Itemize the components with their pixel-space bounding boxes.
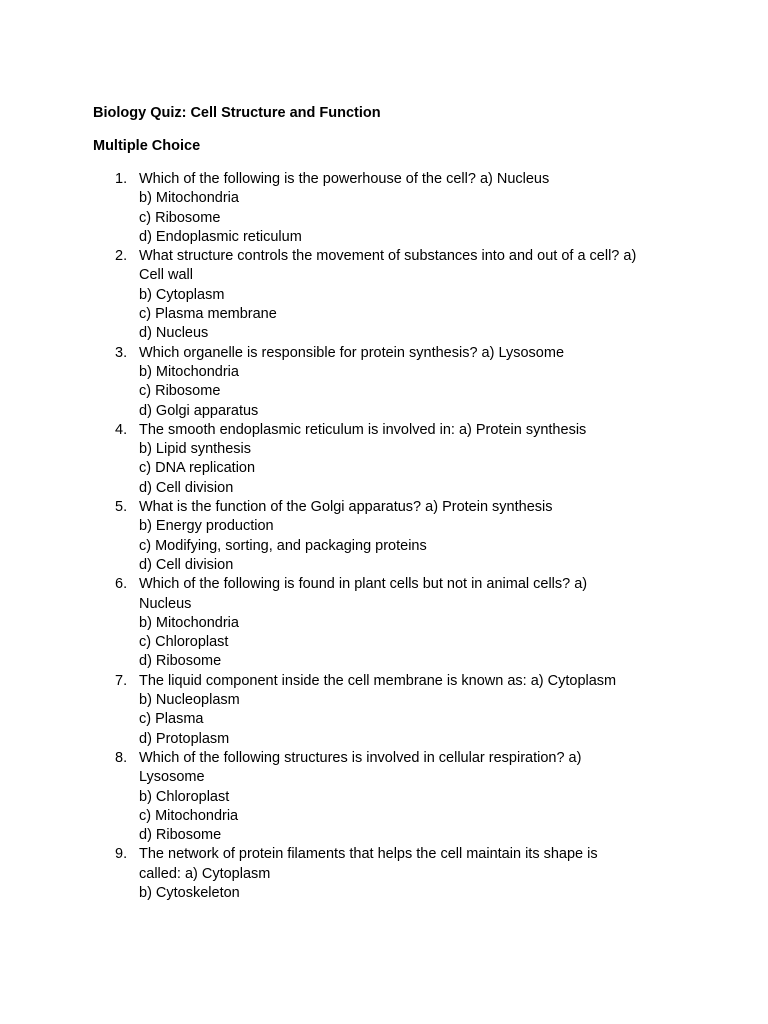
answer-option: d) Ribosome (139, 653, 222, 670)
answer-option: c) DNA replication (139, 460, 256, 477)
question-text: Which organelle is responsible for protein synthesis? a) Lysosome (139, 344, 565, 361)
question-number: 8. (115, 749, 128, 766)
section-title: Multiple Choice (93, 138, 201, 154)
document-title: Biology Quiz: Cell Structure and Function (93, 105, 381, 121)
answer-option: c) Chloroplast (139, 634, 229, 651)
answer-option: c) Mitochondria (139, 807, 239, 824)
answer-option: d) Cell division (139, 479, 234, 496)
question-text: Which of the following is found in plant cells but not in animal cells? a) (139, 576, 588, 593)
answer-option: b) Mitochondria (139, 614, 239, 631)
answer-option: b) Mitochondria (139, 363, 239, 380)
question-item (0, 749, 679, 845)
answer-option: c) Ribosome (139, 383, 221, 400)
answer-option: b) Lipid synthesis (139, 441, 252, 458)
question-text: Cell wall (139, 267, 193, 284)
question-list (0, 170, 679, 903)
answer-option: b) Energy production (139, 518, 274, 535)
question-text: What structure controls the movement of substances into and out of a cell? a) (139, 248, 637, 265)
question-text: The liquid component inside the cell membrane is known as: a) Cytoplasm (139, 672, 617, 689)
question-number: 4. (115, 421, 128, 438)
question-text: Nucleus (139, 595, 192, 612)
answer-option: d) Endoplasmic reticulum (139, 228, 302, 245)
question-text: The network of protein filaments that helps the cell maintain its shape is (139, 846, 598, 863)
question-item (0, 247, 679, 343)
question-item (0, 344, 679, 421)
answer-option: b) Cytoskeleton (139, 884, 240, 901)
answer-option: d) Protoplasm (139, 730, 230, 747)
question-text: Which of the following is the powerhouse of the cell? a) Nucleus (139, 171, 550, 187)
answer-option: b) Mitochondria (139, 190, 239, 207)
question-number: 2. (115, 248, 128, 265)
answer-option: b) Chloroplast (139, 788, 230, 805)
answer-option: c) Modifying, sorting, and packaging proteins (139, 537, 427, 554)
question-number: 5. (115, 499, 128, 516)
answer-option: d) Cell division (139, 556, 234, 573)
answer-option: c) Plasma (139, 711, 204, 728)
question-item (0, 421, 679, 498)
question-text: Lysosome (139, 769, 205, 786)
answer-option: b) Cytoplasm (139, 286, 225, 303)
question-number: 7. (115, 672, 128, 689)
question-text: What is the function of the Golgi apparatus? a) Protein synthesis (139, 499, 553, 516)
question-number: 9. (115, 846, 128, 863)
question-item (0, 845, 679, 903)
answer-option: d) Nucleus (139, 325, 209, 342)
answer-option: c) Ribosome (139, 209, 221, 226)
answer-option: d) Golgi apparatus (139, 402, 259, 419)
answer-option: c) Plasma membrane (139, 306, 277, 323)
question-item (0, 498, 679, 575)
question-item (0, 672, 679, 749)
question-text: The smooth endoplasmic reticulum is involved in: a) Protein synthesis (139, 421, 587, 438)
question-item (0, 170, 679, 247)
answer-option: d) Ribosome (139, 827, 222, 844)
question-number: 6. (115, 576, 128, 593)
question-item (0, 575, 679, 671)
question-text: Which of the following structures is involved in cellular respiration? a) (139, 749, 582, 766)
question-number: 1. (115, 171, 128, 187)
question-text: called: a) Cytoplasm (139, 865, 271, 882)
question-number: 3. (115, 344, 128, 361)
answer-option: b) Nucleoplasm (139, 692, 240, 709)
